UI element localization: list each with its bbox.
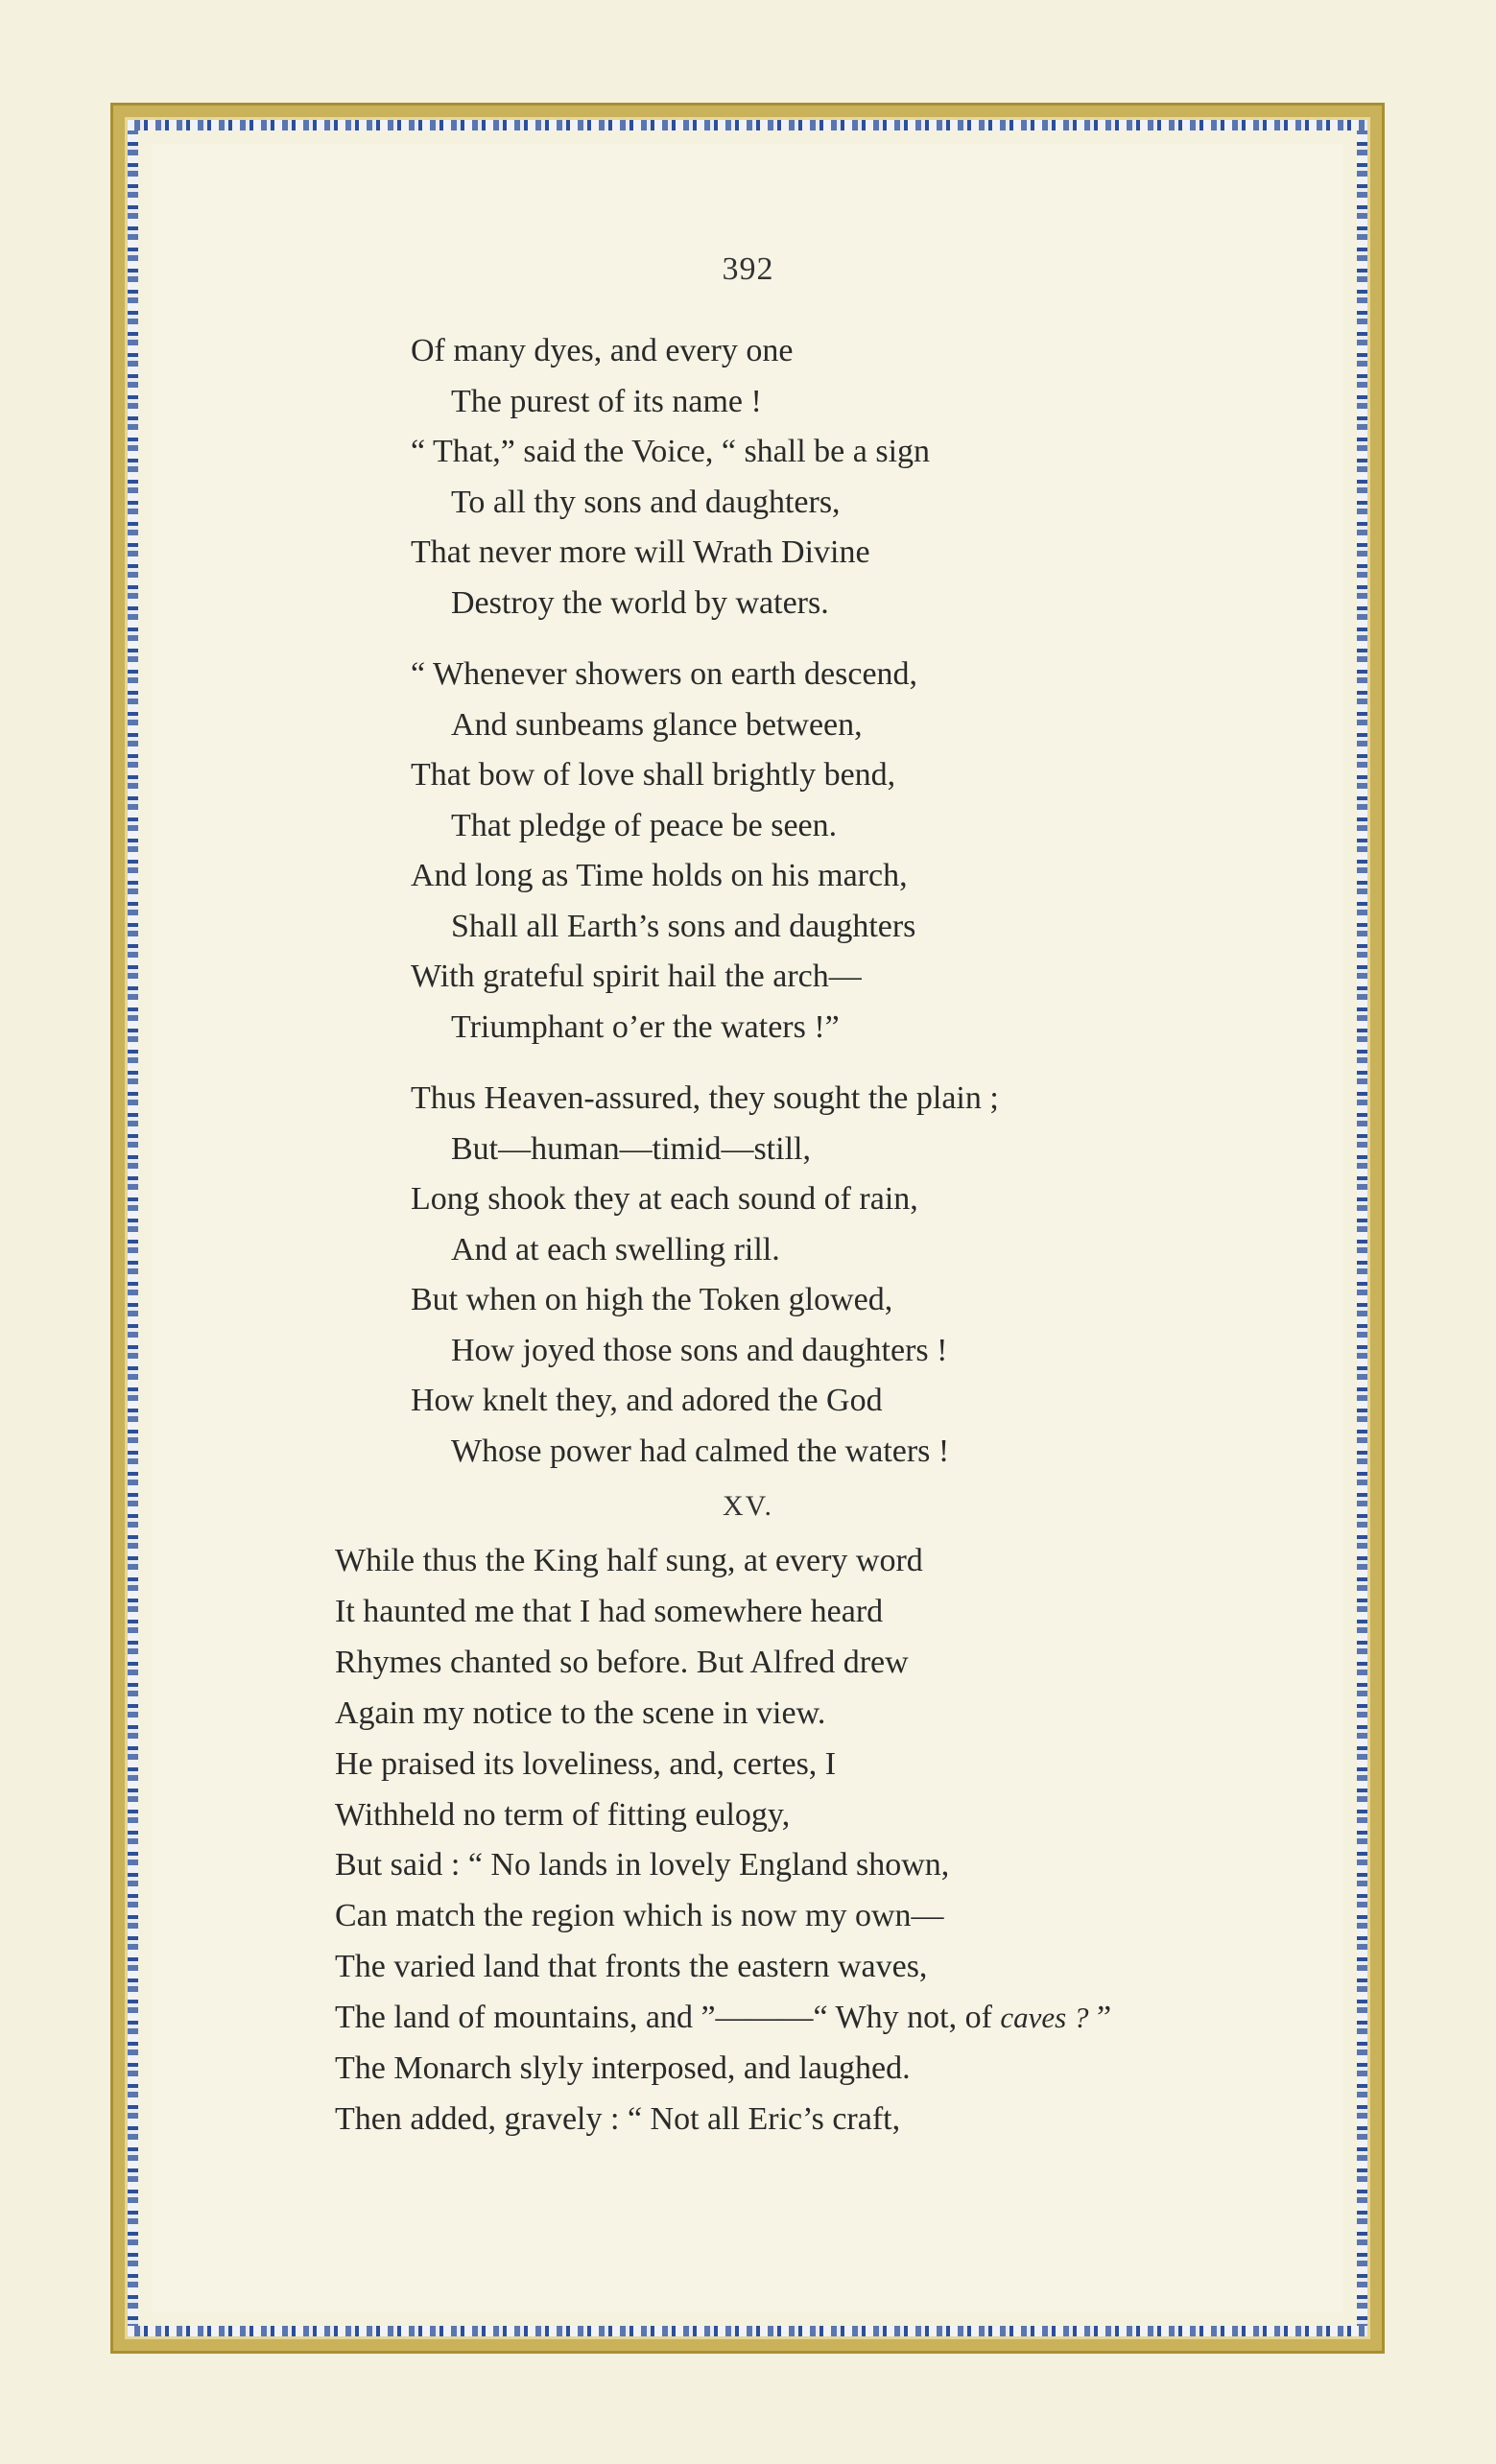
stanza [411,1074,1198,1477]
poem-line: With grateful spirit hail the arch— [411,959,862,994]
verse-line: It haunted me that I had somewhere heard [335,1593,884,1629]
poem-line: But when on high the Token glowed, [411,1282,893,1317]
verse-line: He praised its loveliness, and, certes, I [335,1745,837,1782]
narrative-verse [335,1536,1256,2145]
verse-line: Withheld no term of fitting eulogy, [335,1796,791,1833]
poem-line: That never more will Wrath Divine [411,534,870,570]
poem [411,326,1198,1498]
poem-line: “ That,” said the Voice, “ shall be a sign [411,434,931,469]
poem-line: How joyed those sons and daughters ! [451,1332,948,1368]
section-heading: XV. [723,1490,773,1522]
verse-line: The varied land that fronts the eastern waves, [335,1949,928,1985]
poem-line: Whose power had calmed the waters ! [451,1433,950,1469]
poem-line: To all thy sons and daughters, [451,484,841,520]
verse-line-with-italic [335,1993,1256,2044]
verse-line: Again my notice to the scene in view. [335,1694,826,1731]
verse-line: Then added, gravely : “ Not all Eric’s craft, [335,2100,901,2137]
poem-line: And sunbeams glance between, [451,706,863,743]
poem-line: That bow of love shall brightly bend, [411,757,896,793]
stanza [411,650,1198,1053]
verse-line: Rhymes chanted so before. But Alfred drew [335,1644,909,1680]
poem-line: “ Whenever showers on earth descend, [411,656,918,692]
poem-line: Destroy the world by waters. [451,584,829,621]
verse-line: But said : “ No lands in lovely England shown, [335,1847,950,1884]
verse-line: The Monarch slyly interposed, and laughed. [335,2050,911,2087]
stanza [411,326,1198,628]
poem-line: The purest of its name ! [451,383,762,419]
verse-text: The land of mountains, and ”———“ Why not, of [335,2000,1001,2036]
poem-line: Triumphant o’er the waters !” [451,1008,840,1045]
poem-line: Long shook they at each sound of rain, [411,1181,918,1217]
page-number: 392 [722,251,774,287]
poem-line: And at each swelling rill. [451,1231,780,1268]
poem-line: Thus Heaven-assured, they sought the plain ; [411,1080,999,1116]
poem-line: How knelt they, and adored the God [411,1383,883,1418]
poem-line: Of many dyes, and every one [411,333,794,368]
italic-word: caves ? [1000,2001,1089,2035]
verse-line: While thus the King half sung, at every word [335,1543,923,1578]
verse-line: Can match the region which is now my own— [335,1898,944,1934]
poem-line: Shall all Earth’s sons and daughters [451,908,916,944]
poem-line: And long as Time holds on his march, [411,858,908,893]
poem-line: That pledge of peace be seen. [451,807,838,843]
verse-text: ” [1088,2000,1112,2036]
poem-line: But—human—timid—still, [451,1130,811,1167]
